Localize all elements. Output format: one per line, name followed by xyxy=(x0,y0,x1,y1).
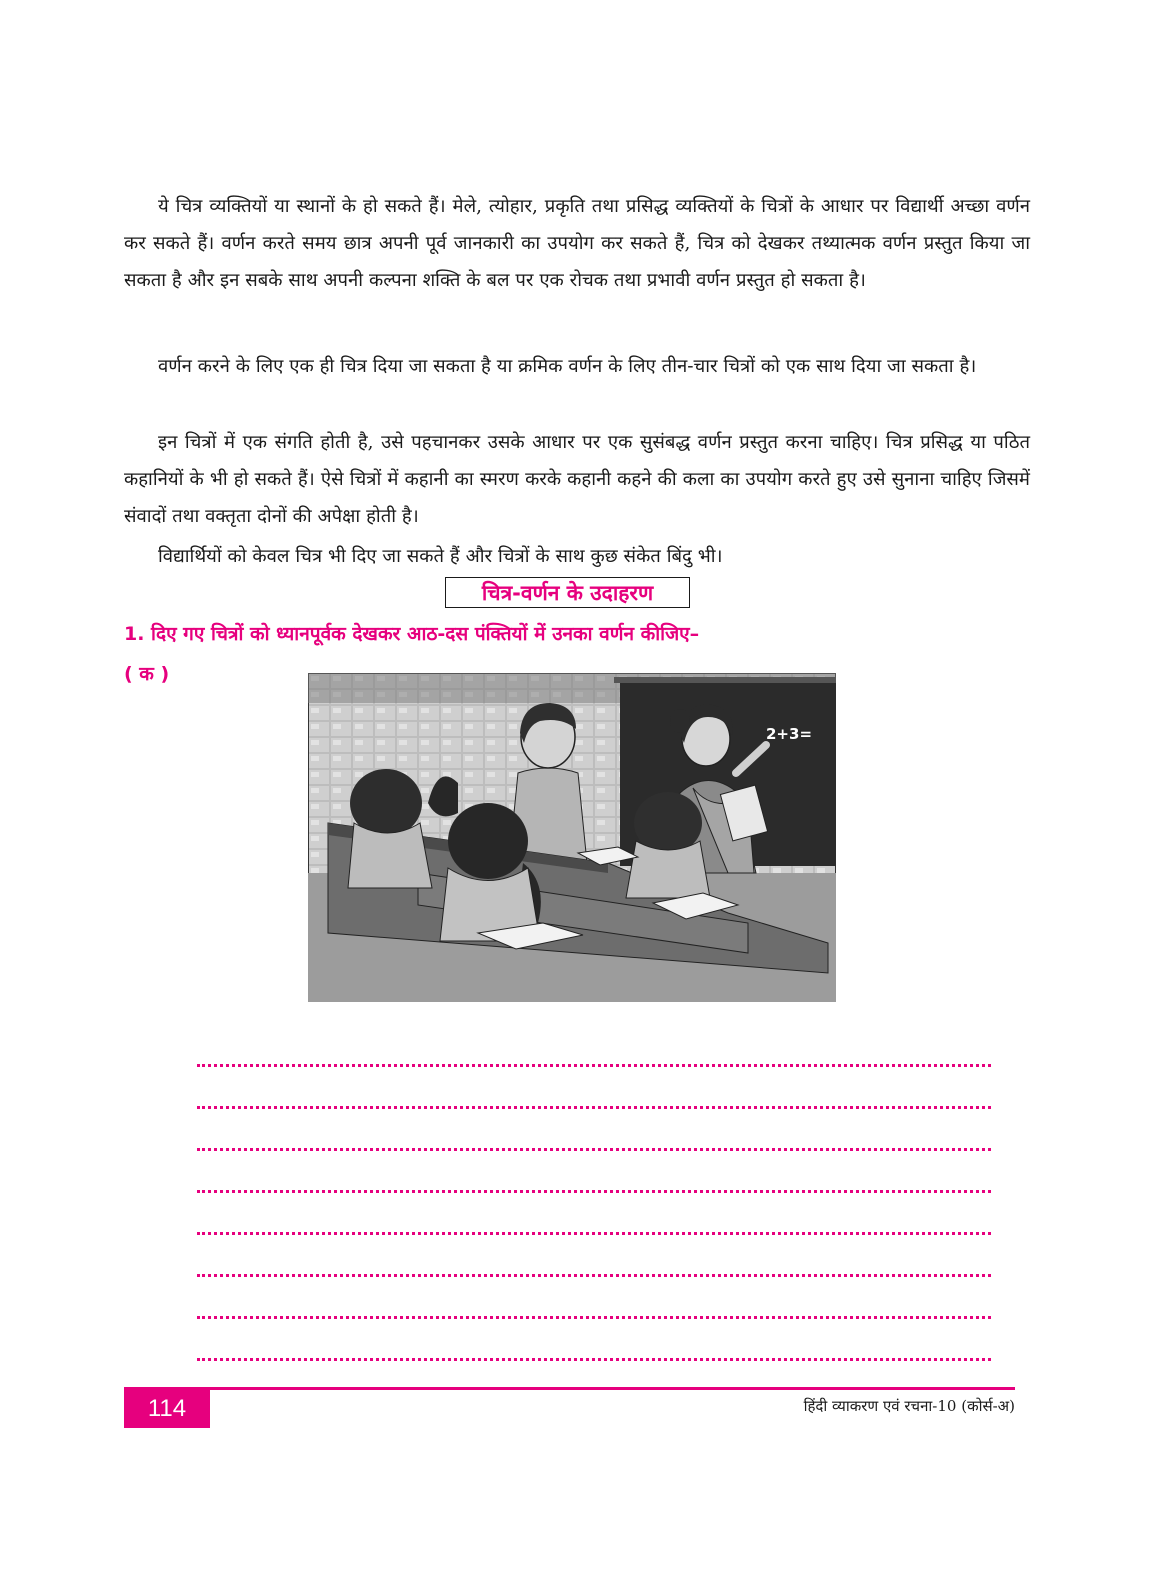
classroom-illustration xyxy=(308,673,836,1002)
answer-line[interactable] xyxy=(197,1316,991,1321)
body-paragraph-1: ये चित्र व्यक्तियों या स्थानों के हो सकते हैं। मेले, त्योहार, प्रकृति तथा प्रसिद्ध व्यक्तियों के चित्रों के आधार पर विद्यार्थी अच्छा वर्णन कर सकते हैं। वर्णन करते समय छात्र अपनी पूर्व जानकारी का उपयोग कर सकते हैं, चित्र को देखकर तथ्यात्मक वर्णन प्रस्तुत किया जा सकता है और इन सबके साथ अपनी कल्पना शक्ति के बल पर एक रोचक तथा प्रभावी वर्णन प्रस्तुत हो सकता है। xyxy=(124,196,1030,291)
footer-rule xyxy=(124,1387,1015,1390)
answer-line[interactable] xyxy=(197,1274,991,1279)
answer-line[interactable] xyxy=(197,1106,991,1111)
answer-line[interactable] xyxy=(197,1148,991,1153)
body-paragraph-2: वर्णन करने के लिए एक ही चित्र दिया जा सकता है या क्रमिक वर्णन के लिए तीन-चार चित्रों को एक साथ दिया जा सकता है। xyxy=(158,356,977,377)
answer-line[interactable] xyxy=(197,1232,991,1237)
sub-label: ( क ) xyxy=(124,663,170,685)
answer-line[interactable] xyxy=(197,1358,991,1363)
question-text: 1. दिए गए चित्रों को ध्यानपूर्वक देखकर आठ-दस पंक्तियों में उनका वर्णन कीजिए– xyxy=(124,623,700,645)
section-heading-box xyxy=(445,577,690,608)
page-number: 114 xyxy=(124,1390,210,1428)
answer-line[interactable] xyxy=(197,1190,991,1195)
answer-line[interactable] xyxy=(197,1064,991,1069)
body-paragraph-3: इन चित्रों में एक संगति होती है, उसे पहचानकर उसके आधार पर एक सुसंबद्ध वर्णन प्रस्तुत करना चाहिए। चित्र प्रसिद्ध या पठित कहानियों के भी हो सकते हैं। ऐसे चित्रों में कहानी का स्मरण करके कहानी कहने की कला का उपयोग करते हुए उसे सुनाना चाहिए जिसमें संवादों तथा वक्तृता दोनों की अपेक्षा होती है। xyxy=(124,432,1030,527)
book-title: हिंदी व्याकरण एवं रचना-10 (कोर्स-अ) xyxy=(803,1397,1015,1415)
body-paragraph-4: विद्यार्थियों को केवल चित्र भी दिए जा सकते हैं और चित्रों के साथ कुछ संकेत बिंदु भी। xyxy=(158,546,723,567)
section-heading: चित्र-वर्णन के उदाहरण xyxy=(481,580,654,605)
answer-lines xyxy=(197,1064,991,1400)
blackboard-text: 2+3= xyxy=(766,725,813,743)
